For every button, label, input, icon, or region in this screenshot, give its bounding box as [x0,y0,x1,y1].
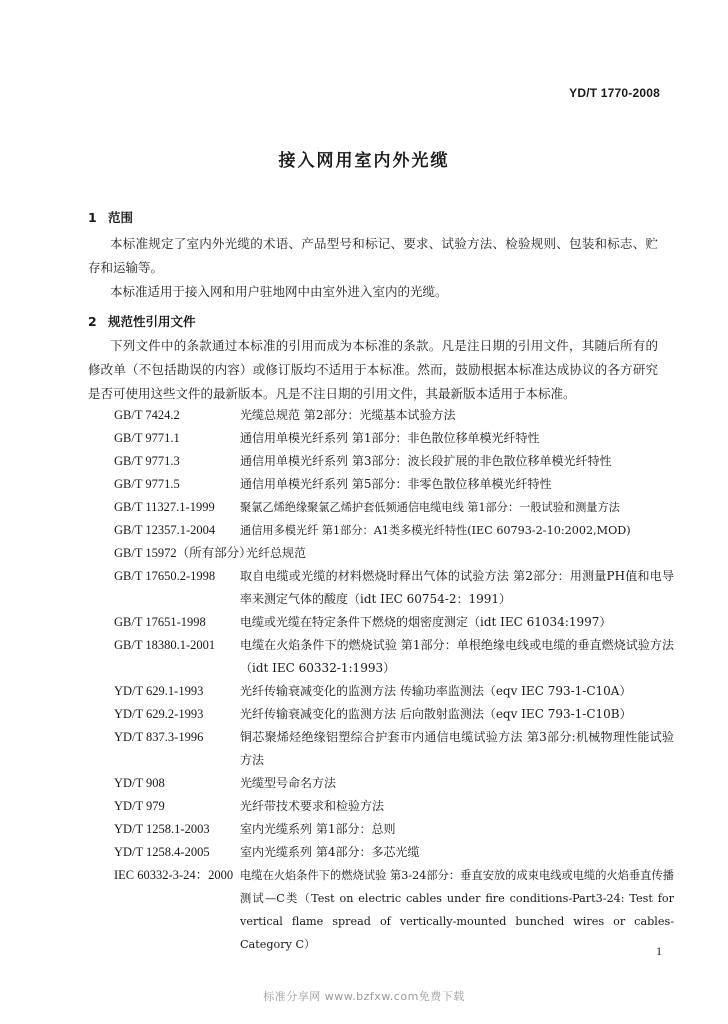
standard-code: YD/T 1770-2008 [569,86,660,100]
reference-code: GB/T 9771.5 [114,477,180,491]
footer-watermark: 标准分享网 www.bzfxw.com免费下载 [263,990,465,1003]
section-2-heading [88,312,196,330]
reference-code: YD/T 1258.1-2003 [114,822,210,836]
reference-code: GB/T 17651-1998 [114,615,206,629]
reference-name: 铜芯聚烯烃绝缘铝塑综合护套市内通信电缆试验方法 第3部分:机械物理性能试验方法 [240,730,674,767]
reference-code: IEC 60332-3-24：2000 [114,868,234,882]
page-number: 1 [656,944,662,958]
reference-code: GB/T 11327.1-1999 [114,500,215,514]
reference-name: 光纤带技术要求和检验方法 [240,799,385,813]
reference-code: GB/T 7424.2 [114,408,180,422]
reference-name: 取自电缆或光缆的材料燃烧时释出气体的试验方法 第2部分：用测量PH值和电导率来测定气体的酸度（idt IEC 60754-2：1991） [240,569,674,606]
reference-name: 通信用单模光纤系列 第3部分：波长段扩展的非色散位移单模光纤特性 [240,454,612,468]
reference-code: YD/T 629.1-1993 [114,684,204,698]
section-1-heading [88,208,133,226]
section-title: 范围 [108,210,134,225]
reference-name: 通信用多模光纤 第1部分：A1类多模光纤特性(IEC 60793-2-10:2002,MOD) [240,524,631,537]
document-title: 接入网用室内外光缆 [278,151,450,171]
normative-refs-intro: 下列文件中的条款通过本标准的引用而成为本标准的条款。凡是注日期的引用文件，其随后所有的修改单（不包括勘误的内容）或修订版均不适用于本标准。然而，鼓励根据本标准达成协议的各方研究是否可使用这些文件的最新版本。凡是不注日期的引用文件，其最新版本适用于本标准。 [88,338,658,401]
reference-code: YD/T 837.3-1996 [114,730,204,744]
reference-code: YD/T 908 [114,776,165,790]
scope-paragraph-2: 本标准适用于接入网和用户驻地网中由室外进入室内的光缆。 [110,284,448,299]
reference-code: GB/T 15972（所有部分） [114,546,252,560]
reference-code: YD/T 1258.4-2005 [114,845,210,859]
reference-name: 室内光缆系列 第1部分：总则 [240,822,396,836]
reference-code: GB/T 9771.3 [114,454,180,468]
reference-code: GB/T 17650.2-1998 [114,569,216,583]
reference-code: GB/T 12357.1-2004 [114,523,216,537]
scope-paragraph-1: 本标准规定了室内外光缆的术语、产品型号和标记、要求、试验方法、检验规则、包装和标志、贮存和运输等。 [88,236,658,275]
reference-code: YD/T 979 [114,799,165,813]
section-number: 2 [88,314,97,329]
reference-name: 光纤传输衰减变化的监测方法 后向散射监测法（eqv IEC 793-1-C10B） [240,707,632,721]
section-title: 规范性引用文件 [108,314,196,329]
reference-code: YD/T 629.2-1993 [114,707,204,721]
section-number: 1 [88,210,97,225]
reference-name: 通信用单模光纤系列 第1部分：非色散位移单模光纤特性 [240,431,540,445]
reference-name: 电缆或光缆在特定条件下燃烧的烟密度测定（idt IEC 61034:1997） [240,615,612,629]
reference-name: 光缆型号命名方法 [240,776,337,790]
reference-name: 通信用单模光纤系列 第5部分：非零色散位移单模光纤特性 [240,477,552,491]
reference-name: 电缆在火焰条件下的燃烧试验 第3-24部分：垂直安放的成束电线或电缆的火焰垂直传播测试—C类（Test on electric cables under fire conditions-Part3-24: Test for vertical flame spread of vertically-mounted bunched wires or cables-Category C） [240,869,674,951]
reference-name: 光纤传输衰减变化的监测方法 传输功率监测法（eqv IEC 793-1-C10A） [240,684,632,698]
reference-code: GB/T 9771.1 [114,431,180,445]
reference-name: 光缆总规范 第2部分：光缆基本试验方法 [240,408,456,422]
reference-code: GB/T 18380.1-2001 [114,638,216,652]
reference-name: 电缆在火焰条件下的燃烧试验 第1部分：单根绝缘电线或电缆的垂直燃烧试验方法（idt IEC 60332-1:1993） [240,638,674,675]
reference-name: 光纤总规范 [246,546,307,560]
reference-name: 室内光缆系列 第4部分：多芯光缆 [240,845,420,859]
reference-name: 聚氯乙烯绝缘聚氯乙烯护套低频通信电缆电线 第1部分：一般试验和测量方法 [240,501,620,514]
